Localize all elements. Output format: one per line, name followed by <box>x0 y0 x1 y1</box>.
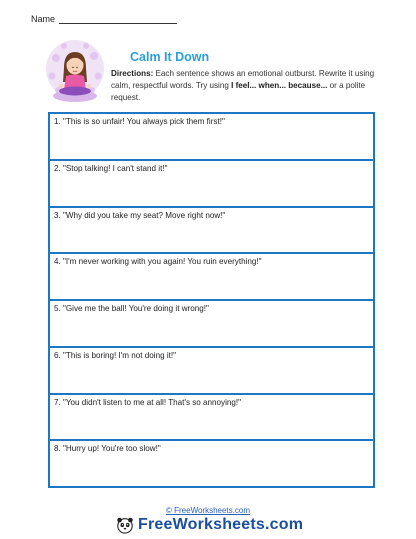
directions-body-2: or a polite request. <box>111 81 366 102</box>
directions-text <box>111 68 379 104</box>
answer-row[interactable] <box>50 348 373 395</box>
prompt-text: 7. "You didn't listen to me at all! That's so annoying!" <box>54 397 242 407</box>
brand-footer <box>116 515 303 535</box>
prompt-text: 2. "Stop talking! I can't stand it!" <box>54 163 168 173</box>
prompt-text: 3. "Why did you take my seat? Move right now!" <box>54 210 226 220</box>
answer-row[interactable] <box>50 441 373 488</box>
answer-row[interactable] <box>50 161 373 208</box>
prompt-text: 5. "Give me the ball! You're doing it wrong!" <box>54 304 209 313</box>
name-line[interactable] <box>59 14 177 24</box>
prompt-text: 1. "This is so unfair! You always pick them first!" <box>54 117 225 126</box>
prompt-text: 6. "This is boring! I'm not doing it!" <box>54 350 177 360</box>
panda-logo-icon <box>116 516 134 534</box>
directions-label: Directions: <box>111 69 154 78</box>
prompt-text: 8. "Hurry up! You're too slow!" <box>54 444 161 454</box>
answer-row[interactable] <box>50 114 373 161</box>
prompt-text: 4. "I'm never working with you again! You ruin everything!" <box>54 257 262 267</box>
answer-table <box>48 112 375 488</box>
worksheet-title: Calm It Down <box>130 50 210 64</box>
meditating-girl-illustration <box>44 38 106 104</box>
answer-row[interactable] <box>50 395 373 442</box>
name-field <box>31 14 177 24</box>
directions-body-1: Each sentence shows an emotional outburst. Rewrite it using calm, respectful words. Try using <box>111 69 375 90</box>
answer-row[interactable] <box>50 208 373 255</box>
answer-row[interactable] <box>50 254 373 301</box>
directions-bold-phrase: I feel... when... because... <box>231 81 328 90</box>
copyright-link[interactable]: © FreeWorksheets.com <box>166 506 250 515</box>
name-label: Name <box>31 14 56 24</box>
brand-name: FreeWorksheets.com <box>138 516 304 533</box>
answer-row[interactable] <box>50 301 373 348</box>
